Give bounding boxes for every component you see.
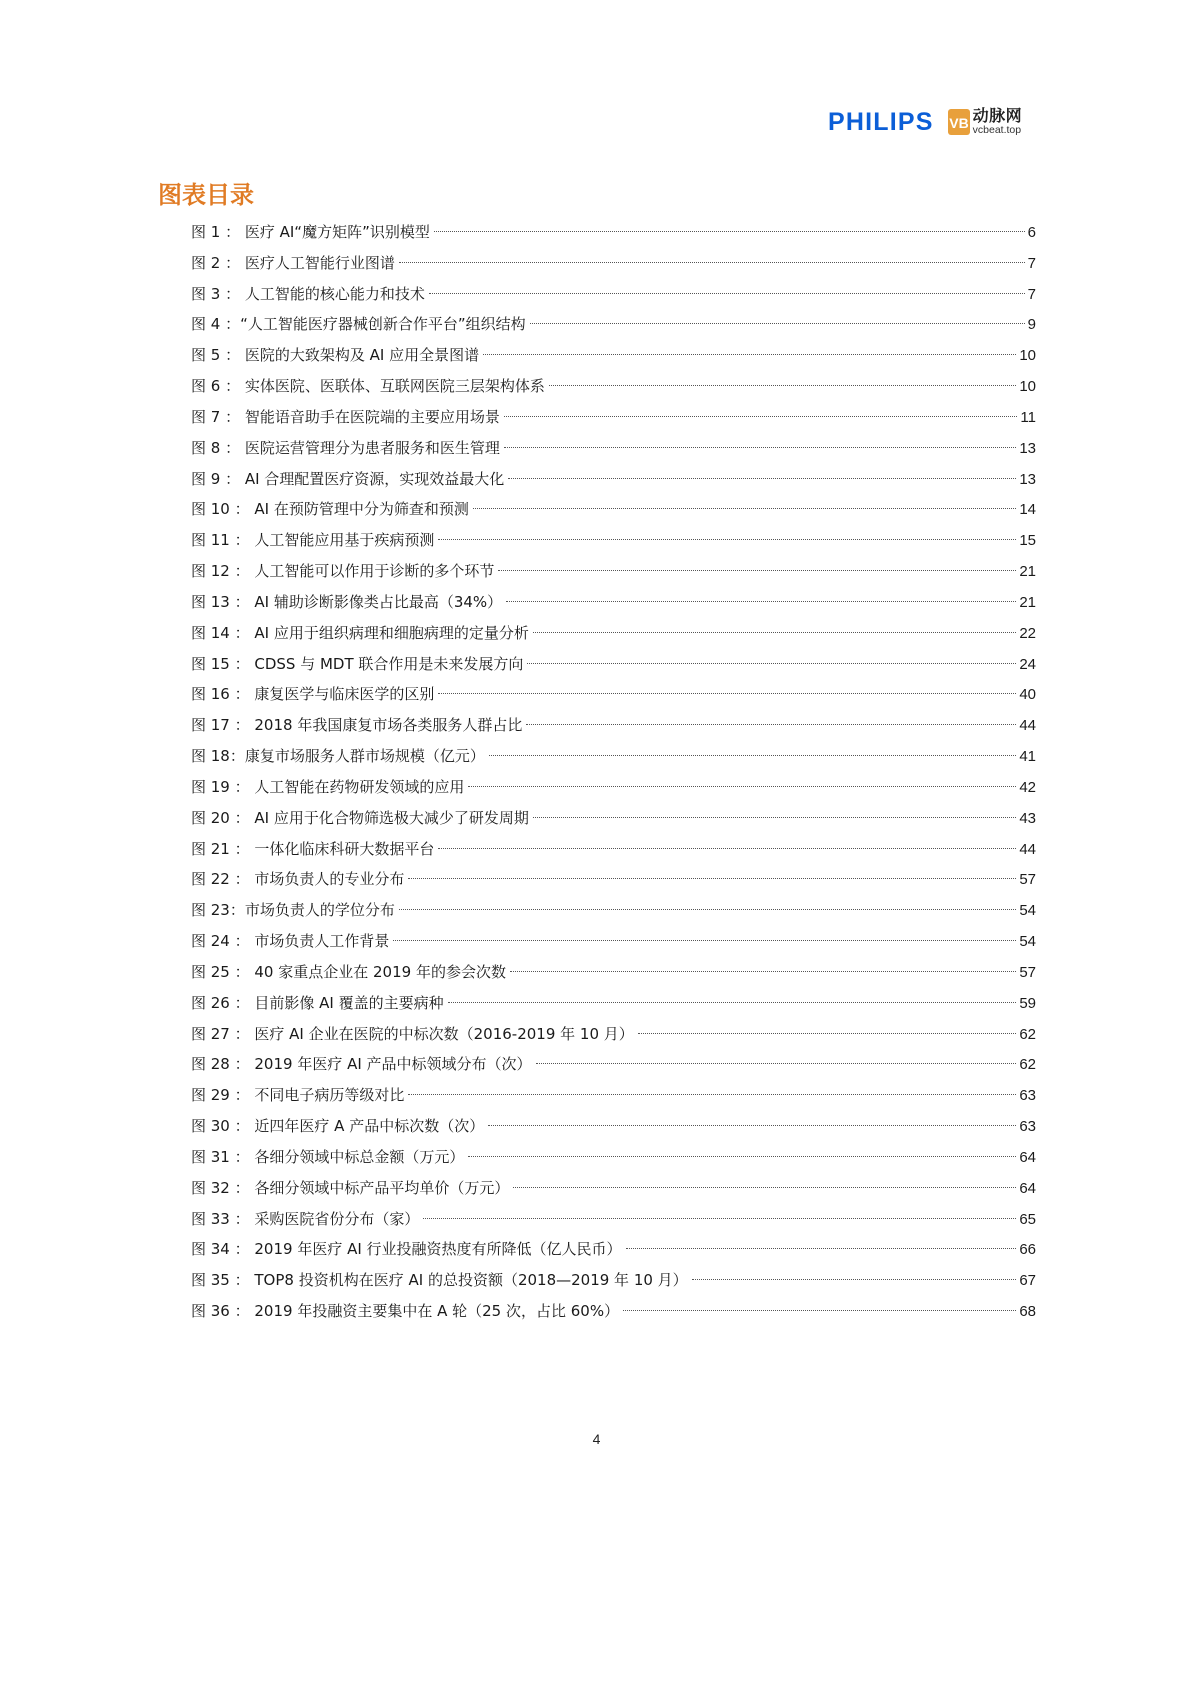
toc-entry-page: 57 (1019, 963, 1036, 981)
toc-entry-page: 63 (1019, 1087, 1036, 1105)
toc-entry-label: 图 11 ： 人工智能应用基于疾病预测 (191, 531, 435, 550)
toc-entry-page: 7 (1027, 254, 1036, 272)
toc-entry-label: 图 18：康复市场服务人群市场规模（亿元） (191, 747, 485, 766)
toc-dot-leader (536, 1063, 1017, 1064)
toc-dot-leader (508, 478, 1016, 479)
toc-entry-page: 62 (1019, 1056, 1036, 1074)
toc-entry-label: 图 32 ： 各细分领域中标产品平均单价（万元） (191, 1178, 510, 1197)
toc-entry-page: 43 (1019, 809, 1036, 827)
toc-dot-leader (488, 1125, 1016, 1126)
toc-dot-leader (434, 231, 1025, 232)
toc-dot-leader (438, 848, 1016, 849)
philips-logo: PHILIPS (828, 108, 934, 136)
toc-entry[interactable] (191, 772, 1036, 803)
toc-entry-page: 10 (1019, 347, 1036, 365)
toc-dot-leader (533, 632, 1016, 633)
toc-entry[interactable] (191, 402, 1036, 433)
toc-entry-page: 44 (1019, 717, 1036, 735)
toc-entry[interactable] (191, 710, 1036, 741)
toc-entry[interactable] (191, 556, 1036, 587)
toc-entry[interactable] (191, 988, 1036, 1019)
toc-entry-page: 13 (1019, 439, 1036, 457)
vcbeat-cn-name: 动脉网 (972, 106, 1023, 126)
toc-entry-label: 图 17 ： 2018 年我国康复市场各类服务人群占比 (191, 716, 523, 735)
toc-entry-label: 图 25 ： 40 家重点企业在 2019 年的参会次数 (191, 962, 506, 981)
toc-entry[interactable] (191, 741, 1036, 772)
toc-dot-leader (468, 786, 1016, 787)
toc-entry-label: 图 31 ： 各细分领域中标总金额（万元） (191, 1147, 465, 1166)
toc-entry-label: 图 15 ： CDSS 与 MDT 联合作用是未来发展方向 (191, 654, 524, 673)
toc-entry-page: 22 (1019, 624, 1036, 642)
vcbeat-wordmark (973, 108, 1023, 136)
toc-entry-page: 64 (1019, 1179, 1036, 1197)
toc-entry[interactable] (191, 1173, 1036, 1204)
toc-dot-leader (526, 724, 1016, 725)
toc-entry-label: 图 29 ： 不同电子病历等级对比 (191, 1086, 405, 1105)
toc-entry-page: 24 (1019, 655, 1036, 673)
toc-entry-page: 15 (1019, 532, 1036, 550)
toc-dot-leader (527, 663, 1016, 664)
toc-entry[interactable] (191, 587, 1036, 618)
toc-entry[interactable] (191, 525, 1036, 556)
toc-entry[interactable] (191, 1234, 1036, 1265)
toc-entry[interactable] (191, 895, 1036, 926)
toc-entry-label: 图 4 ：“人工智能医疗器械创新合作平台”组织结构 (191, 315, 526, 334)
toc-entry-page: 13 (1019, 470, 1036, 488)
toc-dot-leader (504, 416, 1018, 417)
toc-entry-label: 图 24 ： 市场负责人工作背景 (191, 932, 390, 951)
toc-entry-label: 图 35 ： TOP8 投资机构在医疗 AI 的总投资额（2018—2019 年 10 月） (191, 1271, 688, 1290)
toc-dot-leader (692, 1279, 1017, 1280)
toc-dot-leader (533, 817, 1016, 818)
toc-dot-leader (530, 323, 1025, 324)
toc-entry[interactable] (191, 926, 1036, 957)
toc-entry[interactable] (191, 649, 1036, 680)
toc-dot-leader (504, 447, 1016, 448)
toc-entry-label: 图 30 ： 近四年医疗 A 产品中标次数（次） (191, 1117, 485, 1136)
toc-entry-page: 64 (1019, 1148, 1036, 1166)
toc-dot-leader (438, 693, 1016, 694)
toc-entry-label: 图 34 ： 2019 年医疗 AI 行业投融资热度有所降低（亿人民币） (191, 1240, 622, 1259)
toc-dot-leader (510, 971, 1016, 972)
toc-dot-leader (399, 262, 1025, 263)
toc-entry[interactable] (191, 957, 1036, 988)
toc-entry-label: 图 16 ： 康复医学与临床医学的区别 (191, 685, 435, 704)
toc-entry-label: 图 1 ： 医疗 AI“魔方矩阵”识别模型 (191, 223, 430, 241)
toc-dot-leader (513, 1187, 1016, 1188)
toc-entry[interactable] (191, 1019, 1036, 1050)
toc-entry-page: 54 (1019, 933, 1036, 951)
toc-entry-label: 图 5 ： 医院的大致架构及 AI 应用全景图谱 (191, 346, 480, 365)
toc-entry-page: 54 (1019, 902, 1036, 920)
toc-entry-label: 图 13 ： AI 辅助诊断影像类占比最高（34%） (191, 592, 503, 611)
toc-dot-leader (393, 940, 1016, 941)
toc-entry-label: 图 20 ： AI 应用于化合物筛选极大减少了研发周期 (191, 808, 529, 827)
toc-entry-label: 图 21 ： 一体化临床科研大数据平台 (191, 839, 435, 858)
toc-entry[interactable] (191, 433, 1036, 464)
toc-entry-page: 68 (1019, 1302, 1036, 1320)
toc-entry-label: 图 12 ： 人工智能可以作用于诊断的多个环节 (191, 562, 495, 581)
toc-entry-page: 59 (1019, 994, 1036, 1012)
toc-entry-page: 14 (1019, 501, 1036, 519)
toc-title: 图表目录 (158, 181, 254, 209)
toc-entry[interactable] (191, 340, 1036, 371)
toc-entry-label: 图 7 ： 智能语音助手在医院端的主要应用场景 (191, 407, 500, 426)
toc-entry[interactable] (191, 864, 1036, 895)
toc-entry[interactable] (191, 834, 1036, 865)
toc-entry-label: 图 33 ： 采购医院省份分布（家） (191, 1209, 420, 1228)
toc-dot-leader (623, 1310, 1016, 1311)
toc-entry[interactable] (191, 1204, 1036, 1235)
toc-entry-page: 57 (1019, 871, 1036, 889)
page-number: 4 (592, 1431, 601, 1447)
toc-entry[interactable] (191, 1080, 1036, 1111)
toc-dot-leader (483, 354, 1016, 355)
toc-entry-page: 21 (1019, 593, 1036, 611)
toc-dot-leader (549, 385, 1016, 386)
toc-entry-label: 图 10 ： AI 在预防管理中分为筛查和预测 (191, 500, 469, 519)
toc-entry[interactable] (191, 1111, 1036, 1142)
toc-entry-label: 图 27 ： 医疗 AI 企业在医院的中标次数（2016-2019 年 10 月） (191, 1024, 634, 1043)
toc-entry-page: 6 (1027, 224, 1036, 241)
vcbeat-logo (948, 108, 1023, 136)
toc-entry-page: 11 (1020, 408, 1036, 426)
toc-entry[interactable] (191, 618, 1036, 649)
toc-entry-label: 图 2 ： 医疗人工智能行业图谱 (191, 253, 395, 272)
toc-entry-page: 63 (1019, 1118, 1036, 1136)
header-logos (828, 106, 1022, 138)
toc-dot-leader (506, 601, 1016, 602)
toc-entry[interactable] (191, 1296, 1036, 1327)
toc-entry-page: 66 (1019, 1241, 1036, 1259)
toc-entry[interactable] (191, 1049, 1036, 1080)
toc-entry-label: 图 36 ： 2019 年投融资主要集中在 A 轮（25 次，占比 60%） (191, 1301, 620, 1320)
toc-entry-label: 图 22 ： 市场负责人的专业分布 (191, 870, 405, 889)
toc-entry[interactable] (191, 371, 1036, 402)
toc-entry-page: 40 (1019, 686, 1036, 704)
toc-entry-page: 41 (1019, 748, 1036, 766)
toc-entry[interactable] (191, 309, 1036, 340)
toc-entry-label: 图 6 ： 实体医院、医联体、互联网医院三层架构体系 (191, 377, 545, 396)
toc-dot-leader (489, 755, 1016, 756)
toc-entry[interactable] (191, 1265, 1036, 1296)
toc-entry-label: 图 19 ： 人工智能在药物研发领域的应用 (191, 777, 465, 796)
toc-dot-leader (498, 570, 1016, 571)
toc-dot-leader (473, 508, 1016, 509)
toc-dot-leader (468, 1156, 1016, 1157)
toc-entry[interactable] (191, 217, 1036, 248)
toc-dot-leader (429, 293, 1025, 294)
toc-entry-label: 图 14 ： AI 应用于组织病理和细胞病理的定量分析 (191, 623, 529, 642)
toc-entry[interactable] (191, 803, 1036, 834)
toc-dot-leader (408, 878, 1016, 879)
toc-dot-leader (638, 1033, 1017, 1034)
toc-entry[interactable] (191, 679, 1036, 710)
toc-entry-page: 67 (1019, 1272, 1036, 1290)
toc-entry[interactable] (191, 279, 1036, 310)
svg-text:VB: VB (948, 115, 969, 131)
toc-entry-page: 7 (1027, 285, 1036, 303)
toc-entry-page: 42 (1019, 778, 1036, 796)
toc-entry-page: 44 (1019, 840, 1036, 858)
toc-dot-leader (448, 1002, 1017, 1003)
toc-entry[interactable] (191, 464, 1036, 495)
toc-entry[interactable] (191, 1142, 1036, 1173)
toc-entry[interactable] (191, 494, 1036, 525)
toc-entry-label: 图 26 ： 目前影像 AI 覆盖的主要病种 (191, 993, 444, 1012)
vcbeat-url: vcbeat.top (972, 124, 1022, 137)
toc-dot-leader (626, 1248, 1017, 1249)
toc-entry-page: 21 (1019, 563, 1036, 581)
toc-entry-page: 62 (1019, 1025, 1036, 1043)
toc-dot-leader (423, 1218, 1016, 1219)
toc-entry-label: 图 28 ： 2019 年医疗 AI 产品中标领域分布（次） (191, 1055, 532, 1074)
toc-entry-label: 图 9 ： AI 合理配置医疗资源，实现效益最大化 (191, 469, 505, 488)
toc-entry-page: 65 (1019, 1210, 1036, 1228)
toc-dot-leader (399, 909, 1016, 910)
toc-entry-label: 图 3 ： 人工智能的核心能力和技术 (191, 284, 425, 303)
vcbeat-mark-icon (948, 109, 970, 135)
toc-entry-page: 9 (1027, 316, 1036, 334)
toc-entry-page: 10 (1019, 378, 1036, 396)
toc-entry[interactable] (191, 248, 1036, 279)
toc-dot-leader (438, 539, 1016, 540)
toc-dot-leader (408, 1094, 1016, 1095)
toc-list (191, 217, 1036, 1327)
toc-entry-label: 图 23：市场负责人的学位分布 (191, 901, 395, 920)
toc-entry-label: 图 8 ： 医院运营管理分为患者服务和医生管理 (191, 438, 500, 457)
